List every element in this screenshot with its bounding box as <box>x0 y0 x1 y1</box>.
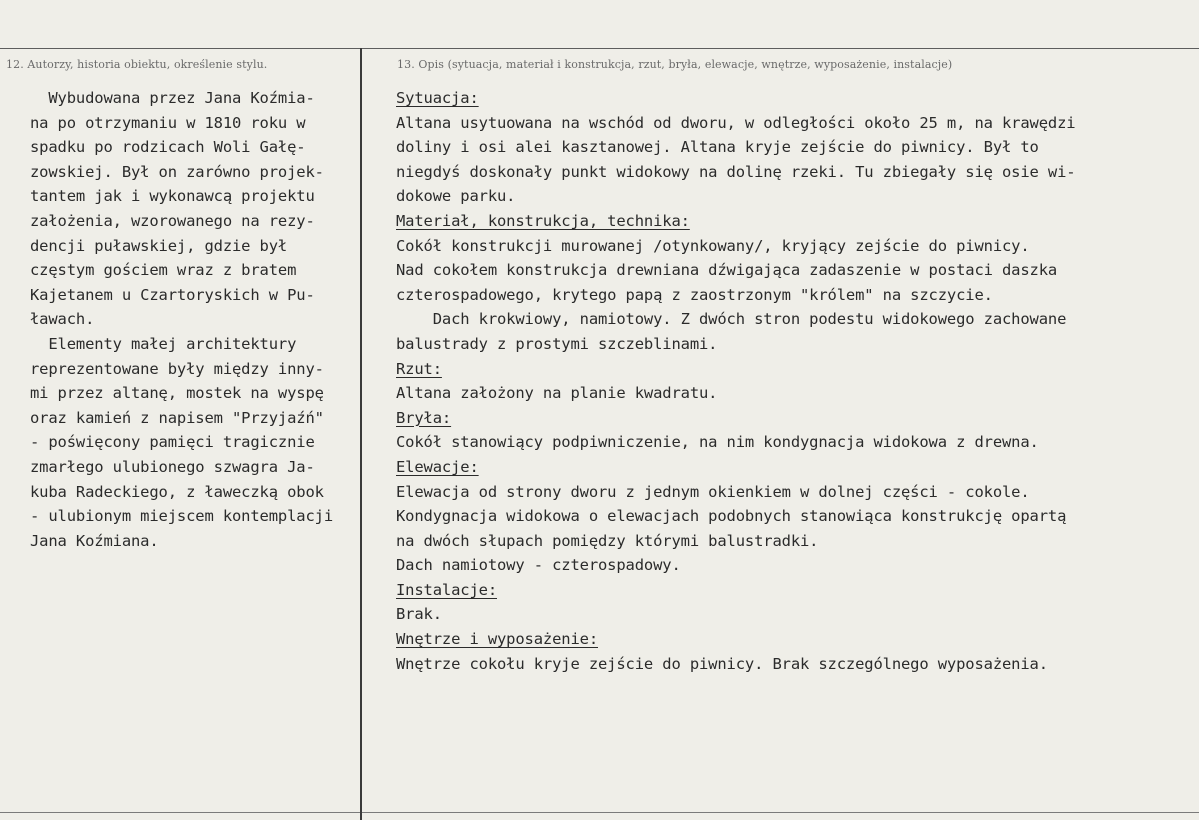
left-text-line: reprezentowane były między inny- <box>30 359 324 378</box>
section-heading: Instalacje: <box>396 580 497 599</box>
left-text-line: częstym gościem wraz z bratem <box>30 261 297 280</box>
left-text-line: dencji puławskiej, gdzie był <box>30 236 288 255</box>
section-heading: Sytuacja: <box>396 89 479 107</box>
section-text-line: Altana założony na planie kwadratu. <box>396 384 718 403</box>
section-text-line: Brak. <box>396 605 442 624</box>
section-text-line: Dach namiotowy - czterospadowy. <box>396 556 681 575</box>
left-text-line: zmarłego ulubionego szwagra Ja- <box>30 457 315 476</box>
section-text-line: Wnętrze cokołu kryje zejście do piwnicy. Brak szczególnego wyposażenia. <box>396 654 1048 673</box>
bottom-rule <box>0 812 1199 813</box>
right-column-text <box>396 86 1186 676</box>
section-text-line: doliny i osi alei kasztanowej. Altana kryje zejście do piwnicy. Był to <box>396 138 1039 157</box>
left-text-line: zowskiej. Był on zarówno projek- <box>30 162 324 181</box>
column-divider <box>360 48 362 820</box>
section-text-line: Nad cokołem konstrukcja drewniana dźwigająca zadaszenie w postaci daszka <box>396 261 1058 280</box>
left-text-line: spadku po rodzicach Woli Gałę- <box>30 138 306 157</box>
left-text-line: na po otrzymaniu w 1810 roku w <box>30 113 306 132</box>
section-text-line: na dwóch słupach pomiędzy którymi balustradki. <box>396 531 819 550</box>
section-heading: Wnętrze i wyposażenie: <box>396 630 598 649</box>
section-text-line: Cokół konstrukcji murowanej /otynkowany/, kryjący zejście do piwnicy. <box>396 236 1030 255</box>
left-text-line: ławach. <box>30 310 95 329</box>
left-text-line: założenia, wzorowanego na rezy- <box>30 211 315 230</box>
left-text-line: Jana Koźmiana. <box>30 531 159 550</box>
section-text-line: niegdyś doskonały punkt widokowy na dolinę rzeki. Tu zbiegały się osie wi- <box>396 162 1076 181</box>
section-text-line: dokowe parku. <box>396 187 516 206</box>
section-heading: Rzut: <box>396 359 442 378</box>
left-text-line: - poświęcony pamięci tragicznie <box>30 433 315 452</box>
header-left: 12. Autorzy, historia obiektu, określenie stylu. <box>6 58 268 71</box>
section-heading: Elewacje: <box>396 457 479 476</box>
left-text-line: oraz kamień z napisem "Przyjaźń" <box>30 408 324 427</box>
left-text-line: Kajetanem u Czartoryskich w Pu- <box>30 285 315 304</box>
section-text-line: Elewacja od strony dworu z jednym okienkiem w dolnej części - cokole. <box>396 482 1030 501</box>
left-text-line: - ulubionym miejscem kontemplacji <box>30 507 333 526</box>
left-text-line: Wybudowana przez Jana Koźmia- <box>30 89 315 107</box>
section-text-line: Dach krokwiowy, namiotowy. Z dwóch stron podestu widokowego zachowane <box>396 310 1067 329</box>
section-heading: Materiał, konstrukcja, technika: <box>396 211 690 230</box>
header-right: 13. Opis (sytuacja, materiał i konstrukcja, rzut, bryła, elewacje, wnętrze, wyposażenie, instalacje) <box>397 58 953 71</box>
left-text-line: Elementy małej architektury <box>30 334 297 353</box>
left-text-line: mi przez altanę, mostek na wyspę <box>30 384 324 403</box>
section-text-line: balustrady z prostymi szczeblinami. <box>396 334 718 353</box>
left-column-text <box>30 86 350 553</box>
section-text-line: Cokół stanowiący podpiwniczenie, na nim kondygnacja widokowa z drewna. <box>396 433 1039 452</box>
section-text-line: czterospadowego, krytego papą z zaostrzonym "królem" na szczycie. <box>396 285 993 304</box>
section-text-line: Altana usytuowana na wschód od dworu, w odległości około 25 m, na krawędzi <box>396 113 1076 132</box>
section-heading: Bryła: <box>396 408 452 427</box>
top-rule <box>0 48 1199 49</box>
left-text-line: kuba Radeckiego, z ławeczką obok <box>30 482 324 501</box>
section-text-line: Kondygnacja widokowa o elewacjach podobnych stanowiąca konstrukcję opartą <box>396 507 1067 526</box>
left-text-line: tantem jak i wykonawcą projektu <box>30 187 315 206</box>
